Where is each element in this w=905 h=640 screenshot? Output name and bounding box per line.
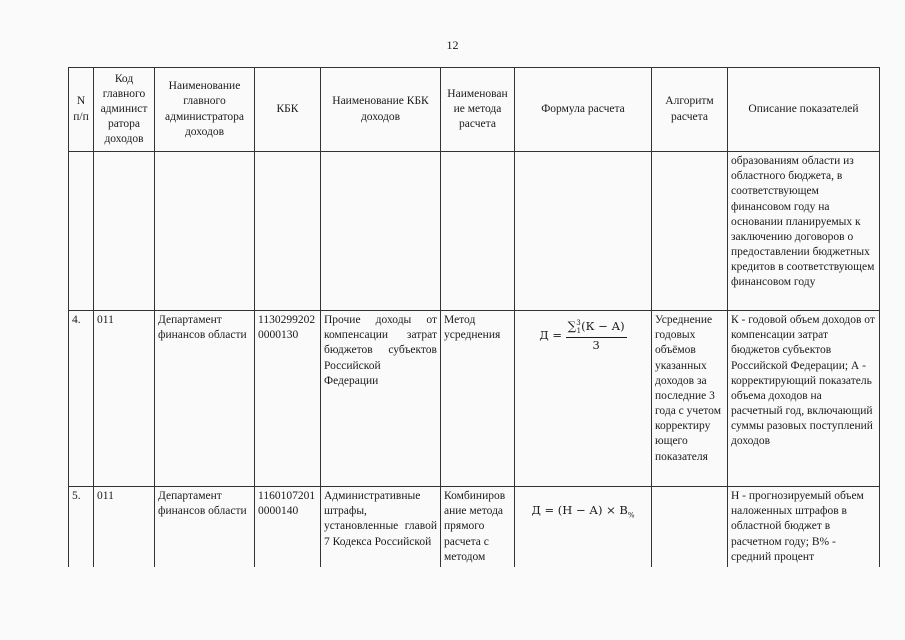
cell-kbk-name: Прочие доходы от компенсации затрат бюджетов субъектов Российской Федерации xyxy=(321,311,441,487)
cell-num: 5. xyxy=(69,487,94,567)
cell-algorithm: Усреднение годовых объёмов указанных доходов за последние 3 года с учетом корректиру ющего показателя xyxy=(652,311,728,487)
cell xyxy=(94,152,155,311)
header-admin-name: Наименование главного администратора доходов xyxy=(155,68,255,152)
cell xyxy=(155,152,255,311)
header-algorithm: Алгоритм расчета xyxy=(652,68,728,152)
cell xyxy=(652,152,728,311)
cell-description: К - годовой объем доходов от компенсации затрат бюджетов субъектов Российской Федерации; А - корректирующий показатель объема доходов на расчетный год, включающий суммы разовых поступлений доходов xyxy=(728,311,880,487)
header-code: Код главного админист ратора доходов xyxy=(94,68,155,152)
page-number: 12 xyxy=(446,38,459,52)
cell-algorithm xyxy=(652,487,728,567)
cell-kbk-name: Административные штрафы, установленные главой 7 Кодекса Российской xyxy=(321,487,441,567)
cell-description: образованиям области из областного бюджета, в соответствующем финансовом году на основании планируемых к заключению договоров о предоставлении бюджетных кредитов в соответствующем финансовом году xyxy=(728,152,880,311)
header-formula: Формула расчета xyxy=(515,68,652,152)
cell-code: 011 xyxy=(94,487,155,567)
header-kbk-name: Наименование КБК доходов xyxy=(321,68,441,152)
header-description: Описание показателей xyxy=(728,68,880,152)
cell-method: Комбиниров ание метода прямого расчета с методом xyxy=(441,487,515,567)
table-row xyxy=(69,487,880,567)
cell-kbk: 11601072010000140 xyxy=(255,487,321,567)
cell xyxy=(255,152,321,311)
cell xyxy=(515,152,652,311)
revenue-table xyxy=(68,67,880,567)
cell-num: 4. xyxy=(69,311,94,487)
cell-code: 011 xyxy=(94,311,155,487)
cell-formula xyxy=(515,311,652,487)
averaging-formula: Д = $\frac{\sum^3_1(К - А)}{3}$ xyxy=(539,319,625,352)
cell-formula xyxy=(515,487,652,567)
header-row xyxy=(69,68,880,152)
cell xyxy=(69,152,94,311)
table-row-continued xyxy=(69,152,880,311)
cell-kbk: 11302992020000130 xyxy=(255,311,321,487)
cell-method: Метод усреднения xyxy=(441,311,515,487)
header-kbk: КБК xyxy=(255,68,321,152)
cell-admin-name: Департамент финансов области xyxy=(155,311,255,487)
header-num: N п/п xyxy=(69,68,94,152)
cell-description: Н - прогнозируемый объем наложенных штрафов в областной бюджет в расчетном году; В% - средний процент xyxy=(728,487,880,567)
table-row xyxy=(69,311,880,487)
cell-admin-name: Департамент финансов области xyxy=(155,487,255,567)
header-method: Наименован ие метода расчета xyxy=(441,68,515,152)
cell xyxy=(321,152,441,311)
cell xyxy=(441,152,515,311)
combined-formula: $Д = (Н - А) \times В_{\%}$ xyxy=(531,503,635,520)
